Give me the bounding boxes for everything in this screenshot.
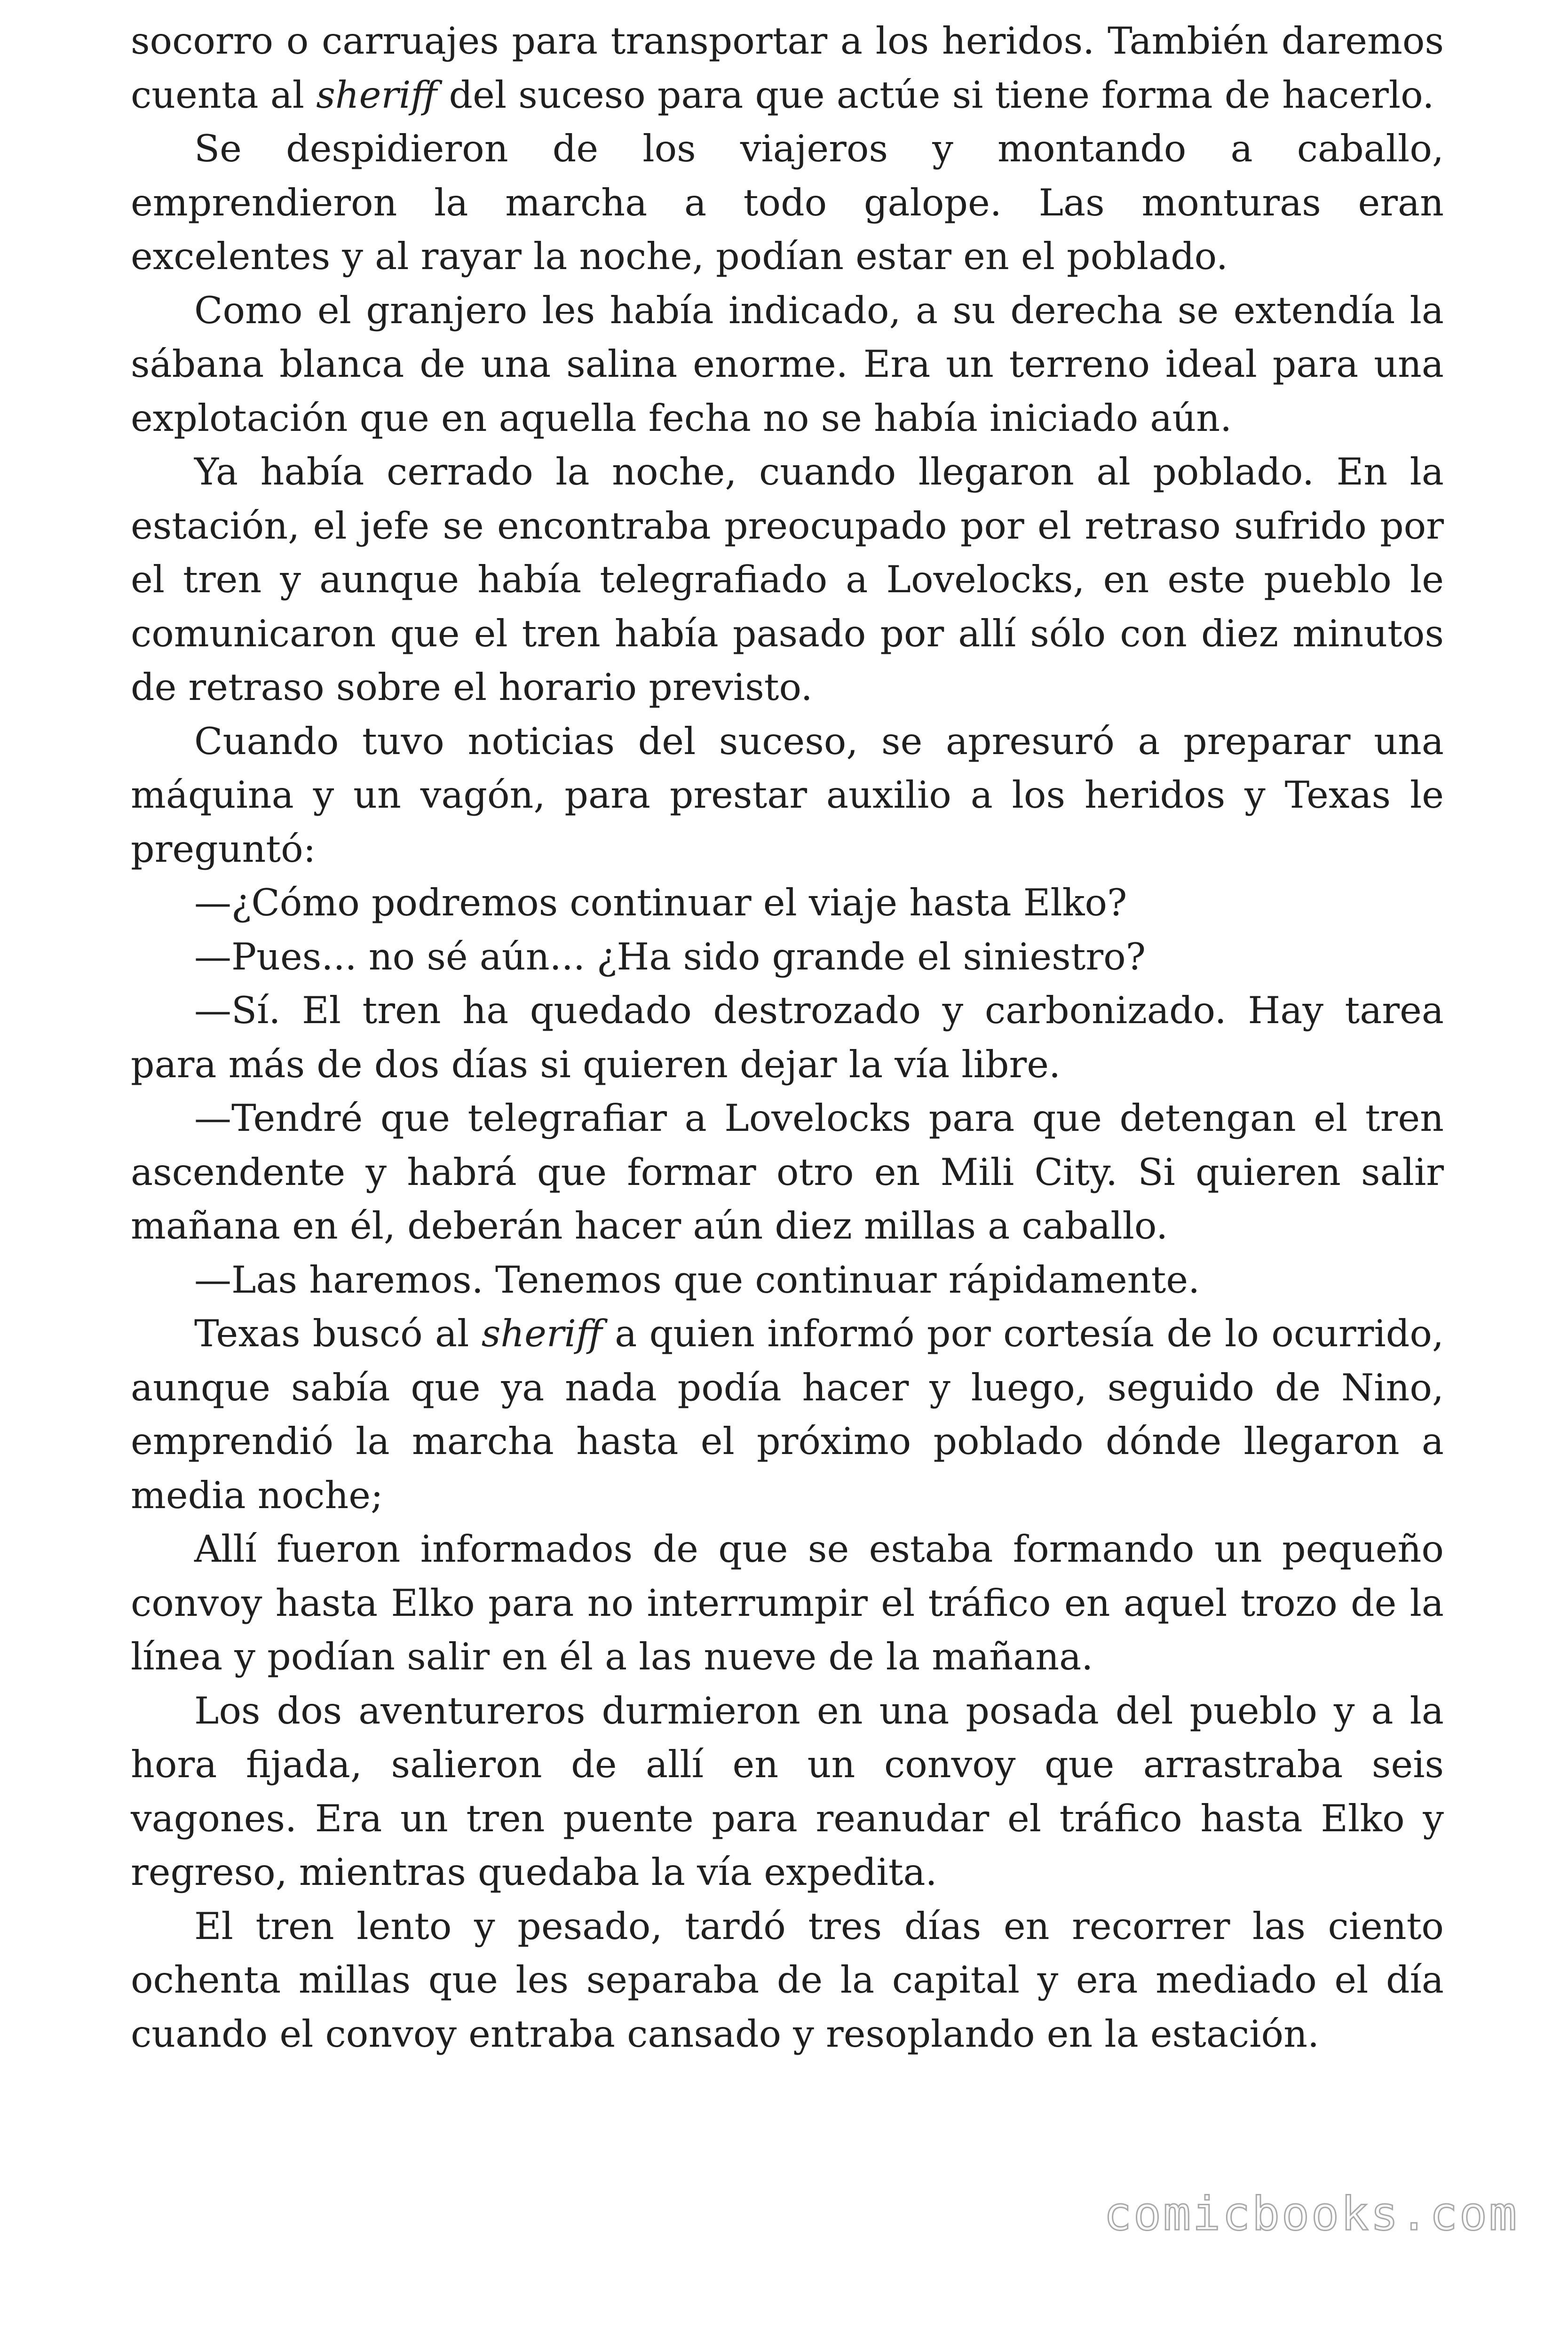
page-body: [131, 14, 1444, 2061]
paragraph: [131, 715, 1444, 876]
text-segment: Ya había cerrado la noche, cuando llegaron al poblado. En la estación, el jefe se encontraba preocupado por el retraso sufrido por el tren y aunque había telegrafiado a Lovelocks, en este pueblo le comunicaron que el tren había pasado por allí sólo con diez minutos de retraso sobre el horario previsto.: [131, 450, 1444, 709]
italic-text: sheriff: [316, 73, 437, 117]
paragraph: [131, 14, 1444, 122]
paragraph: [131, 1091, 1444, 1253]
paragraph: [131, 876, 1444, 930]
text-segment: —¿Cómo podremos continuar el viaje hasta Elko?: [194, 881, 1127, 924]
text-segment: Los dos aventureros durmieron en una posada del pueblo y a la hora fijada, salieron de allí en un convoy que arrastraba seis vagones. Era un tren puente para reanudar el tráfico hasta Elko y regreso, mientras quedaba la vía expedita.: [131, 1689, 1444, 1894]
text-segment: socorro o carruajes para transportar a los heridos. También daremos cuenta al: [131, 19, 1444, 117]
text-segment: —Sí. El tren ha quedado destrozado y carbonizado. Hay tarea para más de dos días si quieren dejar la vía libre.: [131, 989, 1444, 1086]
text-segment: Se despidieron de los viajeros y montando a caballo, emprendieron la marcha a todo galope. Las monturas eran excelentes y al rayar la noche, podían estar en el poblado.: [131, 127, 1444, 278]
paragraph: [131, 984, 1444, 1091]
text-segment: Texas buscó al: [194, 1312, 482, 1355]
paragraph: [131, 1307, 1444, 1522]
text-segment: del suceso para que actúe si tiene forma de hacerlo.: [437, 73, 1434, 117]
paragraph: [131, 445, 1444, 715]
paragraph: [131, 1522, 1444, 1684]
text-segment: —Las haremos. Tenemos que continuar rápidamente.: [194, 1258, 1200, 1302]
paragraph: [131, 122, 1444, 284]
text-segment: —Tendré que telegrafiar a Lovelocks para que detengan el tren ascendente y habrá que formar otro en Mili City. Si quieren salir mañana en él, deberán hacer aún diez millas a caballo.: [131, 1097, 1444, 1248]
paragraph: [131, 284, 1444, 445]
text-segment: a quien informó por cortesía de lo ocurrido, aunque sabía que ya nada podía hacer y luego, seguido de Nino, emprendió la marcha hasta el próximo poblado dónde llegaron a media noche;: [131, 1312, 1444, 1517]
text-segment: —Pues... no sé aún... ¿Ha sido grande el siniestro?: [194, 935, 1146, 978]
paragraph: [131, 1253, 1444, 1307]
paragraph: [131, 1899, 1444, 2061]
paragraph: [131, 930, 1444, 984]
text-segment: Cuando tuvo noticias del suceso, se apresuró a preparar una máquina y un vagón, para prestar auxilio a los heridos y Texas le preguntó:: [131, 719, 1444, 871]
paragraph: [131, 1684, 1444, 1899]
text-segment: Allí fueron informados de que se estaba formando un pequeño convoy hasta Elko para no interrumpir el tráfico en aquel trozo de la línea y podían salir en él a las nueve de la mañana.: [131, 1527, 1444, 1678]
watermark: comicbooks.com: [1103, 2187, 1519, 2241]
text-segment: Como el granjero les había indicado, a su derecha se extendía la sábana blanca de una salina enorme. Era un terreno ideal para una explotación que en aquella fecha no se había iniciado aún.: [131, 288, 1444, 440]
text-segment: El tren lento y pesado, tardó tres días en recorrer las ciento ochenta millas que les separaba de la capital y era mediado el día cuando el convoy entraba cansado y resoplando en la estación.: [131, 1904, 1444, 2056]
italic-text: sheriff: [481, 1312, 602, 1355]
